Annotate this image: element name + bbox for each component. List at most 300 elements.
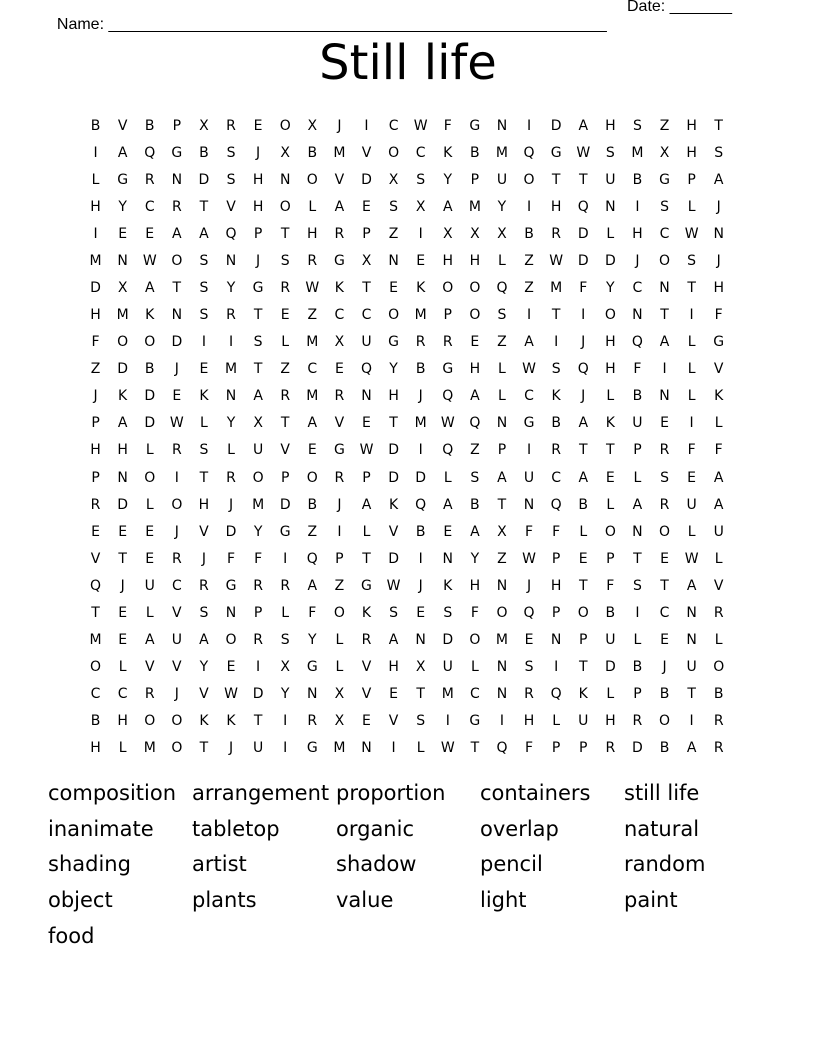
grid-letter: Z [388, 225, 399, 242]
grid-letter: P [497, 442, 507, 459]
grid-letter: S [443, 604, 453, 621]
grid-letter: I [689, 307, 694, 324]
grid-letter: R [253, 632, 263, 649]
word-list-item: light [480, 888, 527, 913]
grid-letter: A [334, 198, 345, 215]
grid-letter: E [443, 523, 453, 540]
grid-letter: M [116, 307, 129, 324]
grid-letter: L [498, 361, 506, 378]
grid-letter: B [524, 225, 534, 242]
grid-letter: D [577, 225, 589, 242]
grid-letter: R [713, 713, 724, 730]
grid-letter: T [578, 442, 588, 459]
grid-letter: N [225, 252, 237, 269]
grid-letter: H [117, 442, 128, 459]
grid-letter: Y [497, 198, 507, 215]
grid-letter: A [117, 144, 128, 161]
grid-letter: B [144, 361, 155, 378]
grid-letter: I [689, 415, 694, 432]
grid-letter: Q [360, 361, 372, 378]
grid-letter: D [632, 740, 643, 757]
grid-letter: K [226, 713, 236, 730]
grid-letter: R [90, 496, 101, 513]
grid-letter: H [252, 198, 264, 215]
grid-letter: H [605, 334, 616, 351]
grid-letter: S [416, 713, 426, 730]
grid-letter: L [308, 198, 317, 215]
grid-letter: A [199, 225, 209, 242]
grid-letter: P [362, 225, 371, 242]
grid-letter: I [201, 334, 206, 351]
grid-letter: T [253, 361, 263, 378]
grid-letter: M [89, 252, 102, 269]
grid-letter: A [713, 171, 724, 188]
grid-letter: C [334, 307, 345, 324]
grid-letter: U [686, 659, 697, 676]
grid-letter: O [523, 171, 535, 188]
grid-letter: S [687, 252, 697, 269]
grid-letter: G [171, 144, 183, 161]
grid-letter: D [604, 252, 616, 269]
grid-letter: L [362, 523, 371, 540]
grid-letter: Y [470, 550, 480, 567]
grid-letter: J [526, 577, 532, 594]
grid-letter: L [606, 225, 615, 242]
grid-letter: D [144, 415, 156, 432]
grid-letter: L [714, 632, 723, 649]
grid-letter: S [551, 361, 561, 378]
grid-letter: D [252, 686, 264, 703]
grid-letter: I [418, 442, 423, 459]
grid-letter: G [388, 334, 399, 351]
grid-letter: C [551, 469, 562, 486]
grid-letter: X [334, 334, 345, 351]
page-title: Still life [319, 35, 497, 91]
grid-letter: L [687, 388, 696, 405]
grid-letter: R [334, 388, 345, 405]
grid-letter: A [686, 740, 697, 757]
grid-letter: O [496, 604, 508, 621]
grid-letter: L [579, 523, 588, 540]
grid-letter: T [253, 307, 263, 324]
grid-letter: B [713, 686, 724, 703]
grid-letter: H [307, 225, 318, 242]
grid-letter: N [659, 388, 670, 405]
grid-letter: A [144, 280, 155, 296]
grid-letter: N [686, 632, 697, 649]
grid-letter: C [469, 686, 480, 703]
grid-letter: S [524, 659, 534, 676]
grid-letter: L [335, 659, 344, 676]
grid-letter: P [579, 740, 588, 757]
grid-letter: G [442, 361, 454, 378]
grid-letter: P [335, 550, 344, 567]
grid-letter: H [523, 713, 535, 730]
grid-letter: R [144, 686, 155, 703]
grid-letter: K [145, 307, 155, 324]
grid-letter: D [388, 550, 399, 567]
grid-letter: Q [442, 388, 454, 405]
grid-letter: S [632, 577, 642, 594]
grid-letter: L [145, 442, 154, 459]
grid-letter: O [279, 117, 291, 134]
grid-letter: H [550, 577, 562, 594]
grid-letter: V [90, 550, 101, 567]
grid-letter: D [550, 117, 562, 134]
grid-letter: O [306, 469, 318, 486]
grid-letter: A [442, 496, 453, 513]
grid-letter: J [337, 496, 342, 513]
grid-letter: H [117, 713, 128, 730]
grid-letter: U [361, 334, 372, 351]
grid-letter: R [171, 442, 182, 459]
grid-letter: I [364, 117, 369, 134]
grid-letter: C [90, 686, 101, 703]
grid-letter: H [605, 713, 616, 730]
grid-letter: G [659, 171, 670, 188]
grid-letter: T [280, 415, 290, 432]
grid-letter: B [551, 415, 561, 432]
grid-letter: B [307, 144, 318, 161]
grid-letter: R [713, 740, 724, 757]
grid-letter: W [224, 686, 238, 703]
grid-letter: R [280, 388, 291, 405]
grid-letter: L [443, 469, 452, 486]
grid-letter: A [470, 388, 480, 405]
grid-letter: Q [306, 550, 318, 567]
word-list-item: plants [192, 888, 257, 913]
grid-letter: V [117, 117, 128, 134]
grid-letter: S [660, 198, 669, 215]
grid-letter: B [415, 523, 426, 540]
grid-letter: V [280, 442, 290, 459]
grid-letter: J [93, 388, 98, 405]
grid-letter: H [632, 225, 643, 242]
grid-letter: M [252, 496, 265, 513]
word-list-item: overlap [480, 816, 559, 841]
grid-letter: E [660, 415, 669, 432]
grid-letter: H [388, 659, 399, 676]
grid-letter: I [635, 604, 640, 621]
grid-letter: X [361, 252, 372, 269]
grid-letter: T [253, 713, 263, 730]
grid-letter: Q [442, 442, 454, 459]
grid-letter: B [470, 496, 480, 513]
grid-letter: Y [226, 415, 236, 432]
grid-letter: K [334, 280, 344, 296]
grid-letter: D [144, 388, 156, 405]
grid-letter: O [171, 740, 183, 757]
grid-letter: G [550, 144, 562, 161]
grid-letter: N [550, 632, 562, 649]
grid-letter: B [90, 117, 101, 134]
grid-letter: I [418, 225, 423, 242]
grid-letter: L [552, 713, 561, 730]
grid-letter: E [145, 225, 155, 242]
grid-letter: J [337, 117, 342, 134]
grid-letter: S [389, 604, 399, 621]
grid-letter: A [307, 415, 318, 432]
grid-letter: P [253, 225, 263, 242]
word-list-item: tabletop [192, 816, 280, 841]
grid-letter: S [253, 334, 263, 351]
grid-letter: T [172, 280, 182, 296]
grid-letter: R [551, 442, 561, 459]
grid-letter: L [118, 659, 127, 676]
grid-letter: O [171, 252, 183, 269]
grid-letter: V [172, 604, 182, 621]
grid-letter: T [199, 469, 209, 486]
grid-letter: J [228, 740, 234, 757]
grid-letter: S [226, 144, 236, 161]
grid-letter: T [660, 577, 669, 594]
grid-letter: A [686, 577, 697, 594]
grid-letter: R [659, 496, 670, 513]
grid-letter: X [280, 659, 290, 676]
grid-letter: O [144, 469, 156, 486]
grid-letter: J [716, 198, 721, 215]
grid-letter: O [117, 334, 129, 351]
grid-letter: K [199, 713, 209, 730]
grid-letter: L [470, 659, 479, 676]
grid-letter: K [416, 280, 426, 296]
grid-letter: S [632, 117, 642, 134]
grid-letter: H [605, 361, 616, 378]
grid-letter: G [252, 280, 264, 296]
grid-letter: O [659, 523, 671, 540]
grid-letter: N [659, 280, 670, 296]
grid-letter: G [279, 523, 291, 540]
grid-letter: X [334, 713, 345, 730]
grid-letter: N [117, 469, 128, 486]
grid-letter: I [93, 144, 98, 161]
grid-letter: B [632, 659, 643, 676]
date-field-label: Date: _______ [627, 0, 732, 15]
grid-letter: L [335, 632, 344, 649]
grid-letter: R [280, 577, 291, 594]
grid-letter: E [118, 523, 128, 540]
grid-letter: D [117, 361, 129, 378]
grid-letter: W [413, 117, 428, 134]
grid-letter: I [283, 550, 288, 567]
grid-letter: Y [118, 198, 127, 215]
grid-letter: R [144, 171, 155, 188]
grid-letter: T [606, 442, 615, 459]
grid-letter: U [496, 171, 508, 188]
grid-letter: V [713, 577, 724, 594]
grid-letter: Q [496, 740, 508, 757]
grid-letter: O [144, 713, 156, 730]
grid-letter: T [280, 225, 290, 242]
grid-letter: B [199, 144, 209, 161]
grid-letter: A [713, 469, 724, 486]
grid-letter: C [117, 686, 128, 703]
grid-letter: J [418, 577, 423, 594]
grid-letter: H [90, 740, 101, 757]
grid-letter: H [713, 280, 724, 296]
grid-letter: L [606, 388, 615, 405]
word-list-item: arrangement [192, 781, 330, 805]
grid-letter: G [523, 415, 535, 432]
grid-letter: K [361, 604, 372, 621]
grid-letter: I [283, 713, 288, 730]
grid-letter: F [226, 550, 236, 567]
grid-letter: A [253, 388, 263, 405]
grid-letter: O [469, 307, 481, 324]
grid-letter: R [524, 686, 534, 703]
grid-letter: M [495, 144, 508, 161]
grid-letter: V [199, 686, 209, 703]
grid-letter: O [388, 144, 400, 161]
grid-letter: F [714, 442, 723, 459]
grid-letter: X [442, 225, 453, 242]
grid-letter: H [252, 171, 264, 188]
grid-letter: E [362, 713, 371, 730]
grid-letter: Q [631, 334, 643, 351]
grid-letter: S [199, 252, 209, 269]
grid-letter: R [307, 252, 318, 269]
grid-letter: T [470, 740, 480, 757]
grid-letter: L [118, 740, 127, 757]
grid-letter: A [470, 523, 480, 540]
grid-letter: V [226, 198, 236, 215]
grid-letter: G [469, 713, 481, 730]
grid-letter: D [198, 171, 210, 188]
grid-letter: Q [496, 280, 508, 296]
grid-letter: S [280, 632, 290, 649]
grid-letter: O [604, 307, 616, 324]
grid-letter: V [199, 523, 209, 540]
grid-letter: K [443, 577, 453, 594]
grid-letter: D [361, 171, 372, 188]
grid-letter: Q [523, 604, 535, 621]
grid-letter: W [684, 550, 699, 567]
grid-letter: P [551, 604, 561, 621]
grid-letter: O [306, 171, 318, 188]
grid-letter: W [684, 225, 699, 242]
grid-letter: N [496, 686, 508, 703]
grid-letter: T [91, 604, 100, 621]
grid-letter: E [524, 632, 534, 649]
word-list-item: shadow [336, 852, 417, 877]
grid-letter: S [470, 469, 480, 486]
grid-letter: M [550, 280, 563, 296]
grid-letter: T [714, 117, 723, 134]
grid-letter: N [361, 388, 372, 405]
grid-letter: Q [523, 144, 535, 161]
grid-letter: Y [253, 523, 263, 540]
grid-letter: W [359, 442, 374, 459]
grid-letter: H [90, 442, 101, 459]
grid-letter: M [89, 632, 102, 649]
grid-letter: E [145, 550, 155, 567]
grid-letter: M [441, 686, 454, 703]
grid-letter: I [445, 713, 450, 730]
grid-letter: L [227, 442, 235, 459]
grid-letter: L [145, 604, 154, 621]
grid-letter: I [499, 713, 505, 730]
grid-letter: C [632, 280, 643, 296]
grid-letter: R [361, 632, 372, 649]
grid-letter: F [714, 307, 723, 324]
word-list-item: random [624, 852, 706, 877]
grid-letter: E [145, 523, 155, 540]
grid-letter: L [606, 496, 615, 513]
word-list-item: proportion [336, 781, 446, 805]
grid-letter: P [280, 469, 290, 486]
grid-letter: U [578, 713, 589, 730]
grid-letter: A [172, 225, 182, 242]
grid-letter: R [253, 577, 263, 594]
grid-letter: F [525, 523, 534, 540]
grid-letter: L [281, 334, 290, 351]
grid-letter: G [333, 252, 345, 269]
letter-grid [82, 112, 736, 762]
grid-letter: I [174, 469, 179, 486]
grid-letter: B [578, 496, 589, 513]
grid-letter: I [256, 659, 261, 676]
grid-letter: U [605, 632, 616, 649]
grid-letter: K [118, 388, 128, 405]
grid-letter: U [632, 415, 643, 432]
grid-letter: Z [307, 523, 318, 540]
grid-letter: L [91, 171, 100, 188]
grid-letter: L [498, 388, 506, 405]
grid-letter: E [226, 659, 236, 676]
name-field-label: Name: ________________________________________________________ [56, 16, 607, 33]
grid-letter: O [469, 632, 481, 649]
grid-letter: Z [280, 361, 290, 378]
grid-letter: M [414, 415, 427, 432]
grid-letter: R [605, 740, 616, 757]
grid-letter: Z [470, 442, 480, 459]
grid-letter: E [362, 415, 371, 432]
grid-letter: T [551, 307, 561, 324]
grid-letter: N [171, 307, 183, 324]
grid-letter: U [523, 469, 535, 486]
grid-letter: P [253, 604, 263, 621]
grid-letter: Z [90, 361, 101, 378]
grid-letter: F [579, 280, 588, 296]
grid-letter: W [549, 252, 564, 269]
grid-letter: L [200, 415, 208, 432]
grid-letter: Q [469, 415, 481, 432]
grid-letter: Q [550, 496, 562, 513]
grid-letter: B [632, 388, 643, 405]
grid-letter: J [635, 252, 640, 269]
grid-letter: A [117, 415, 128, 432]
grid-letter: A [307, 577, 318, 594]
grid-letter: T [362, 550, 371, 567]
grid-letter: J [201, 550, 206, 567]
grid-letter: V [361, 144, 372, 161]
grid-letter: T [578, 577, 588, 594]
grid-letter: K [714, 388, 724, 405]
grid-letter: W [440, 415, 455, 432]
grid-letter: K [199, 388, 209, 405]
grid-letter: I [581, 307, 586, 324]
grid-letter: P [551, 550, 561, 567]
grid-letter: U [442, 659, 453, 676]
grid-letter: U [686, 496, 697, 513]
grid-letter: E [253, 117, 263, 134]
grid-letter: B [144, 117, 155, 134]
grid-letter: X [470, 225, 480, 242]
grid-letter: X [199, 117, 209, 134]
grid-letter: H [90, 198, 101, 215]
grid-letter: Q [577, 198, 589, 215]
grid-letter: Y [226, 280, 236, 296]
